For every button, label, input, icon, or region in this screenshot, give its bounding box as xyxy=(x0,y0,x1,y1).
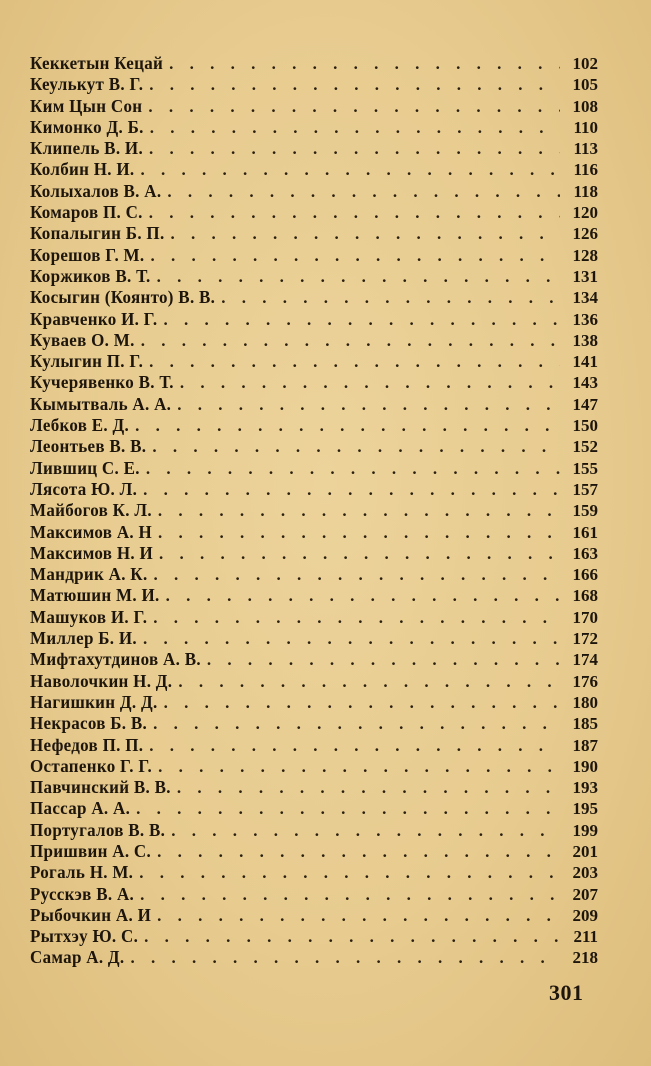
index-entry xyxy=(30,585,598,606)
dot-leader xyxy=(143,628,560,649)
dot-leader xyxy=(143,479,560,500)
index-entry xyxy=(30,862,598,883)
entry-author-name: Лившиц С. Е. xyxy=(30,458,140,479)
index-entry xyxy=(30,692,598,713)
dot-leader xyxy=(163,309,560,330)
entry-author-name: Клипель В. И. xyxy=(30,138,143,159)
entry-author-name: Колбин Н. И. xyxy=(30,160,135,180)
entry-author-name: Колыхалов В. А. xyxy=(30,181,162,202)
entry-author-name: Нефедов П. П. xyxy=(30,735,144,755)
index-entry xyxy=(30,820,598,841)
entry-author-name: Куваев О. М. xyxy=(30,330,135,351)
entry-author-name: Комаров П. С. xyxy=(30,202,143,223)
entry-author-name: Матюшин М. И. xyxy=(30,586,160,606)
index-entry xyxy=(30,330,598,351)
index-entry xyxy=(30,266,598,287)
entry-author-name: Кравченко И. Г. xyxy=(30,309,158,329)
entry-page-number: 155 xyxy=(572,458,598,478)
entry-page-number: 174 xyxy=(572,650,598,670)
page-number: 301 xyxy=(549,980,584,1005)
dot-leader xyxy=(157,841,560,862)
index-entry xyxy=(30,649,598,670)
dot-leader xyxy=(157,266,560,287)
entry-author-name: Лясота Ю. Л. xyxy=(30,479,138,500)
dot-leader xyxy=(157,905,560,926)
entry-page-number: 207 xyxy=(572,884,598,904)
dot-leader xyxy=(158,522,560,543)
entry-author-name: Копалыгин Б. П. xyxy=(30,223,165,244)
index-entry xyxy=(30,117,598,138)
entry-page-number: 218 xyxy=(572,948,598,968)
dot-leader xyxy=(221,287,560,308)
entry-page-number: 134 xyxy=(572,288,598,308)
dot-leader xyxy=(158,756,560,777)
entry-page-number: 185 xyxy=(572,714,598,734)
entry-author-name: Португалов В. В. xyxy=(30,820,166,841)
dot-leader xyxy=(150,245,560,266)
index-entry xyxy=(30,500,598,521)
entry-author-name: Рогаль Н. М. xyxy=(30,862,134,883)
entry-author-name: Максимов Н. И xyxy=(30,543,153,564)
entry-author-name: Мифтахутдинов А. В. xyxy=(30,649,201,670)
entry-author-name: Кучерявенко В. Т. xyxy=(30,373,174,393)
dot-leader xyxy=(150,117,560,138)
index-entry xyxy=(30,522,598,543)
index-entry xyxy=(30,245,598,266)
entry-page-number: 128 xyxy=(572,245,598,265)
dot-leader xyxy=(178,671,560,692)
entry-author-name: Самар А. Д. xyxy=(30,948,125,968)
entry-page-number: 180 xyxy=(572,692,598,712)
entry-page-number: 161 xyxy=(572,522,598,542)
dot-leader xyxy=(149,735,560,756)
dot-leader xyxy=(207,649,560,670)
index-entry xyxy=(30,628,598,649)
index-entry xyxy=(30,415,598,436)
entry-page-number: 209 xyxy=(572,905,598,925)
entry-author-name: Наволочкин Н. Д. xyxy=(30,671,173,691)
dot-leader xyxy=(167,181,560,202)
entry-author-name: Максимов А. Н xyxy=(30,522,153,542)
entry-author-name: Корешов Г. М. xyxy=(30,245,145,266)
entry-page-number: 201 xyxy=(572,841,598,861)
entry-page-number: 193 xyxy=(572,778,598,798)
dot-leader xyxy=(146,458,560,479)
entry-page-number: 118 xyxy=(573,181,598,201)
entry-author-name: Остапенко Г. Г. xyxy=(30,756,153,777)
entry-page-number: 159 xyxy=(572,501,598,521)
index-list xyxy=(30,53,598,969)
entry-author-name: Косыгин (Коянто) В. В. xyxy=(30,287,216,308)
index-entry xyxy=(30,138,598,159)
entry-page-number: 141 xyxy=(572,352,598,372)
entry-author-name: Кулыгин П. Г. xyxy=(30,351,144,372)
entry-page-number: 152 xyxy=(572,437,598,457)
entry-page-number: 203 xyxy=(572,863,598,883)
index-entry xyxy=(30,479,598,500)
dot-leader xyxy=(152,436,560,457)
dot-leader xyxy=(166,585,560,606)
dot-leader xyxy=(149,202,560,223)
dot-leader xyxy=(154,564,561,585)
index-entry xyxy=(30,713,598,734)
entry-page-number: 150 xyxy=(572,416,598,436)
dot-leader xyxy=(158,500,560,521)
index-entry xyxy=(30,436,598,457)
entry-page-number: 110 xyxy=(573,117,598,137)
index-entry xyxy=(30,96,598,117)
entry-page-number: 211 xyxy=(573,927,598,947)
entry-author-name: Рыбочкин А. И xyxy=(30,905,152,926)
entry-page-number: 138 xyxy=(572,330,598,350)
entry-page-number: 163 xyxy=(572,543,598,563)
index-entry xyxy=(30,458,598,479)
entry-page-number: 170 xyxy=(572,607,598,627)
entry-author-name: Рытхэу Ю. С. xyxy=(30,926,139,947)
entry-author-name: Некрасов Б. В. xyxy=(30,713,148,734)
entry-page-number: 116 xyxy=(573,160,598,180)
dot-leader xyxy=(171,820,560,841)
dot-leader xyxy=(144,926,560,947)
index-entry xyxy=(30,287,598,308)
entry-author-name: Кеккетын Кецай xyxy=(30,53,164,74)
entry-page-number: 176 xyxy=(572,671,598,691)
index-entry xyxy=(30,926,598,947)
index-entry xyxy=(30,607,598,628)
dot-leader xyxy=(141,330,560,351)
index-entry xyxy=(30,53,598,74)
dot-leader xyxy=(148,96,560,117)
entry-page-number: 108 xyxy=(572,96,598,116)
entry-author-name: Кеулькут В. Г. xyxy=(30,74,144,95)
index-entry xyxy=(30,756,598,777)
dot-leader xyxy=(135,415,560,436)
entry-author-name: Павчинский В. В. xyxy=(30,777,171,798)
entry-page-number: 172 xyxy=(572,629,598,649)
index-entry xyxy=(30,884,598,905)
index-entry xyxy=(30,947,598,968)
index-entry xyxy=(30,905,598,926)
dot-leader xyxy=(164,692,560,713)
dot-leader xyxy=(153,607,560,628)
entry-page-number: 120 xyxy=(572,203,598,223)
index-entry xyxy=(30,564,598,585)
dot-leader xyxy=(149,351,560,372)
dot-leader xyxy=(169,53,560,74)
dot-leader xyxy=(139,862,560,883)
entry-page-number: 143 xyxy=(572,373,598,393)
entry-author-name: Лебков Е. Д. xyxy=(30,415,130,436)
dot-leader xyxy=(140,884,560,905)
entry-author-name: Майбогов К. Л. xyxy=(30,500,152,521)
entry-author-name: Мандрик А. К. xyxy=(30,564,148,585)
entry-page-number: 136 xyxy=(572,309,598,329)
index-entry xyxy=(30,735,598,756)
dot-leader xyxy=(149,74,560,95)
entry-page-number: 195 xyxy=(572,799,598,819)
entry-author-name: Кымытваль А. А. xyxy=(30,394,172,415)
entry-author-name: Пассар А. А. xyxy=(30,799,131,819)
entry-page-number: 199 xyxy=(572,820,598,840)
entry-author-name: Ким Цын Сон xyxy=(30,96,143,116)
index-entry xyxy=(30,394,598,415)
entry-page-number: 157 xyxy=(572,479,598,499)
index-entry xyxy=(30,159,598,180)
index-entry xyxy=(30,309,598,330)
index-entry xyxy=(30,202,598,223)
index-entry xyxy=(30,351,598,372)
dot-leader xyxy=(136,798,560,819)
entry-author-name: Леонтьев В. В. xyxy=(30,436,147,457)
dot-leader xyxy=(149,138,560,159)
entry-page-number: 187 xyxy=(572,735,598,755)
entry-author-name: Нагишкин Д. Д. xyxy=(30,692,158,713)
dot-leader xyxy=(159,543,560,564)
index-entry xyxy=(30,671,598,692)
dot-leader xyxy=(130,947,560,968)
dot-leader xyxy=(153,713,560,734)
entry-page-number: 190 xyxy=(572,756,598,776)
index-entry xyxy=(30,798,598,819)
entry-page-number: 147 xyxy=(572,394,598,414)
dot-leader xyxy=(171,223,560,244)
entry-author-name: Коржиков В. Т. xyxy=(30,266,151,287)
index-entry xyxy=(30,777,598,798)
entry-page-number: 126 xyxy=(572,224,598,244)
index-entry xyxy=(30,181,598,202)
entry-author-name: Пришвин А. С. xyxy=(30,841,152,862)
index-entry xyxy=(30,543,598,564)
index-entry xyxy=(30,841,598,862)
dot-leader xyxy=(177,394,560,415)
entry-author-name: Машуков И. Г. xyxy=(30,607,148,628)
index-entry xyxy=(30,74,598,95)
entry-author-name: Миллер Б. И. xyxy=(30,628,137,649)
dot-leader xyxy=(180,372,560,393)
dot-leader xyxy=(140,159,560,180)
entry-page-number: 168 xyxy=(572,586,598,606)
entry-page-number: 166 xyxy=(572,565,598,585)
entry-author-name: Кимонко Д. Б. xyxy=(30,117,144,138)
entry-author-name: Русскэв В. А. xyxy=(30,884,135,904)
entry-page-number: 105 xyxy=(572,75,598,95)
index-entry xyxy=(30,223,598,244)
entry-page-number: 131 xyxy=(572,266,598,286)
entry-page-number: 113 xyxy=(573,139,598,159)
entry-page-number: 102 xyxy=(572,54,598,73)
dot-leader xyxy=(177,777,560,798)
index-entry xyxy=(30,372,598,393)
